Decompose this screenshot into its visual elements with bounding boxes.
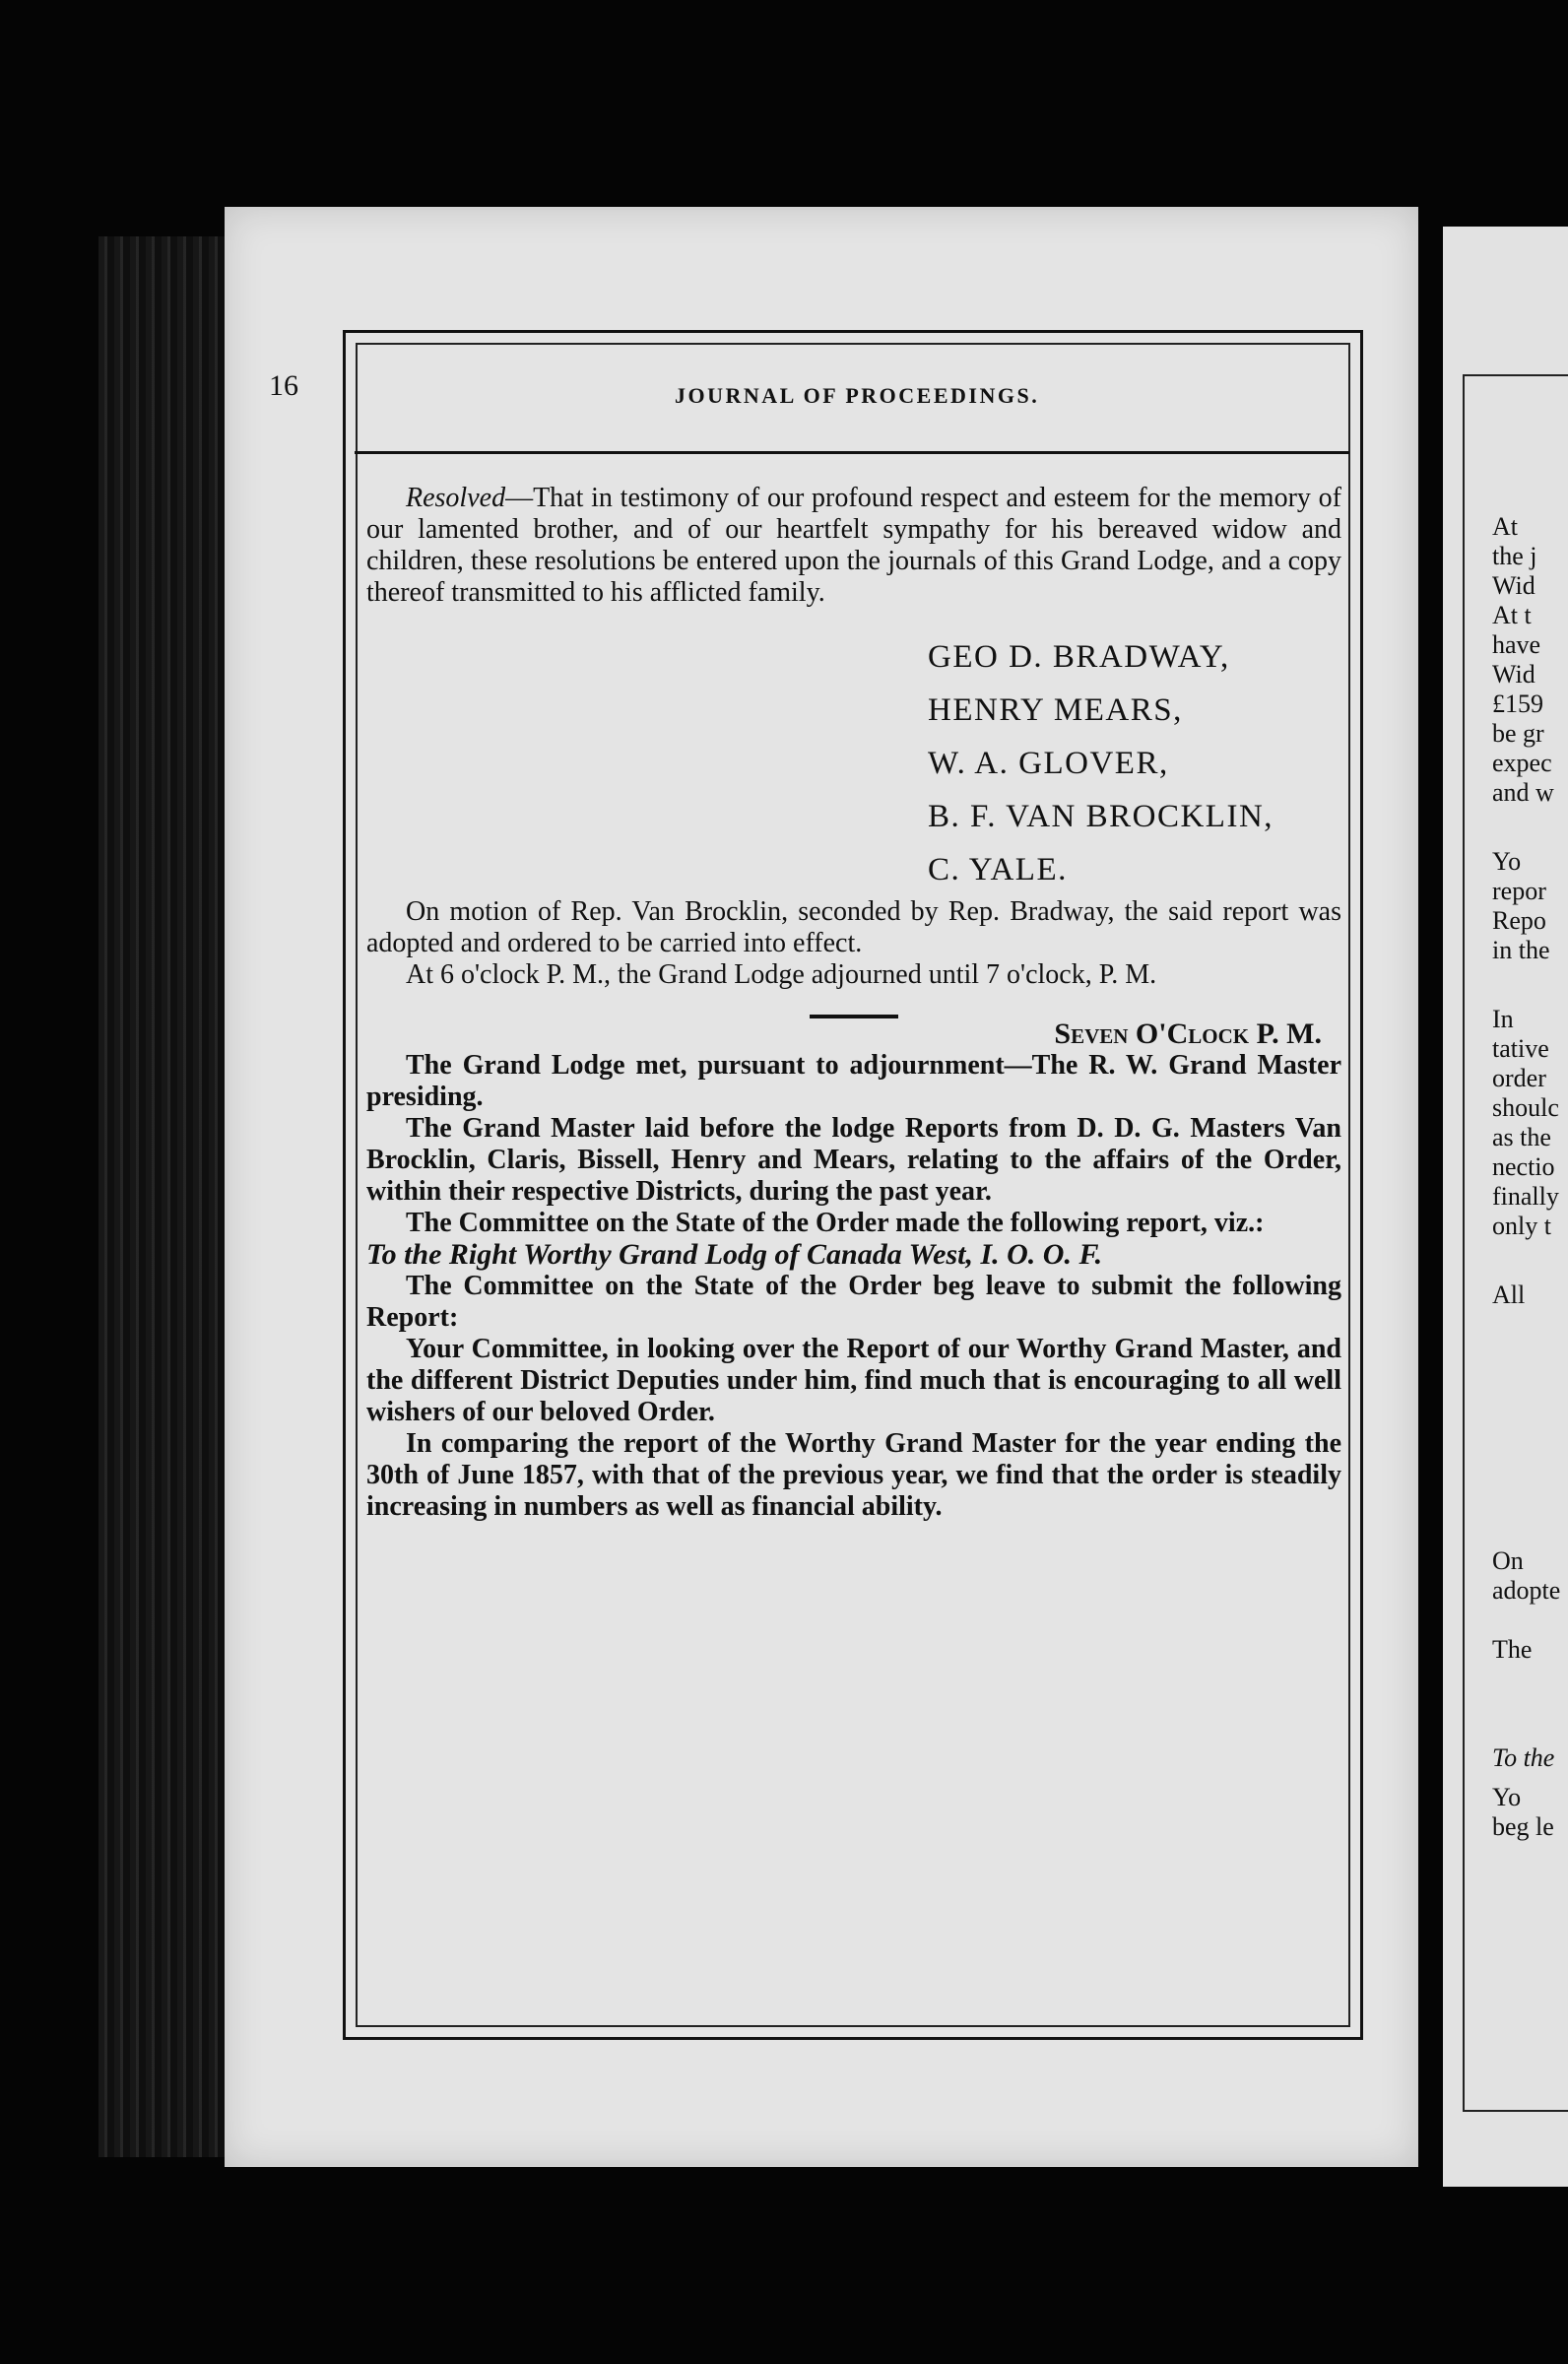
adjourn-paragraph: At 6 o'clock P. M., the Grand Lodge adjourned until 7 o'clock, P. M. <box>406 959 1157 990</box>
fragment: finally <box>1492 1182 1559 1211</box>
fragment: and w <box>1492 778 1554 807</box>
leave-paragraph: The Committee on the State of the Order beg leave to submit the following Report: <box>366 1271 1341 1333</box>
signatory: HENRY MEARS, <box>928 692 1183 728</box>
fragment: All <box>1492 1280 1526 1309</box>
fragment: Yo <box>1492 847 1522 876</box>
met-paragraph: The Grand Lodge met, pursuant to adjournment—The R. W. Grand Master presiding. <box>366 1050 1341 1112</box>
adjacent-page-text <box>1492 512 1568 1842</box>
fragment: At <box>1492 512 1518 541</box>
fragment: On <box>1492 1546 1524 1575</box>
motion-paragraph: On motion of Rep. Van Brocklin, seconded by Rep. Bradway, the said report was adopted and ordered to be carried into effect. <box>366 896 1341 958</box>
looking-paragraph: Your Committee, in looking over the Report of our Worthy Grand Master, and the different District Deputies under him, find much that is encouraging to all well wishers of our beloved Order. <box>366 1334 1341 1427</box>
comparing-paragraph: In comparing the report of the Worthy Grand Master for the year ending the 30th of June 1857, with that of the previous year, we find that the order is steadily increasing in numbers as well as financial ability. <box>366 1428 1341 1522</box>
fragment: Wid <box>1492 660 1535 689</box>
fragment: tative <box>1492 1034 1549 1063</box>
fragment: expec <box>1492 749 1552 777</box>
signatory: W. A. GLOVER, <box>928 746 1169 781</box>
signatory-list <box>928 630 1341 896</box>
committee-paragraph: The Committee on the State of the Order made the following report, viz.: <box>406 1208 1265 1238</box>
fragment: in the <box>1492 936 1550 964</box>
page-body <box>366 483 1341 1523</box>
page-number: 16 <box>269 369 298 402</box>
fragment: order <box>1492 1064 1546 1092</box>
fragment: have <box>1492 630 1541 659</box>
signatory: C. YALE. <box>928 852 1068 887</box>
fragment: adopte <box>1492 1576 1561 1605</box>
adjacent-page <box>1443 227 1568 2187</box>
fragment: as the <box>1492 1123 1551 1151</box>
session-heading: Seven O'Clock P. M. <box>1054 1018 1322 1050</box>
fragment: Repo <box>1492 906 1546 935</box>
fragment: Wid <box>1492 571 1535 600</box>
fragment: shoulc <box>1492 1093 1559 1122</box>
fragment: only t <box>1492 1212 1551 1240</box>
fragment: beg le <box>1492 1812 1554 1841</box>
book-spine-edge <box>98 236 227 2157</box>
fragment: the j <box>1492 542 1537 570</box>
reports-paragraph: The Grand Master laid before the lodge Reports from D. D. G. Masters Van Brocklin, Claris, Bissell, Henry and Mears, relating to the affairs of the Order, within their respective Districts, during the past year. <box>366 1113 1341 1207</box>
fragment: At t <box>1492 601 1532 629</box>
report-addressee: To the Right Worthy Grand Lodg of Canada West, I. O. O. F. <box>366 1238 1103 1271</box>
fragment: £159 <box>1492 690 1543 718</box>
resolution-paragraph <box>366 483 1341 609</box>
resolution-text: —That in testimony of our profound respect and esteem for the memory of our lamented brother, and of our heartfelt sympathy for his bereaved widow and children, these resolutions be entered upon the journals of this Grand Lodge, and a copy thereof transmitted to his afflicted family. <box>366 483 1341 608</box>
running-head: JOURNAL OF PROCEEDINGS. <box>675 383 1040 408</box>
fragment: be gr <box>1492 719 1544 748</box>
fragment: In <box>1492 1005 1514 1033</box>
fragment: nectio <box>1492 1152 1555 1181</box>
fragment: To the <box>1492 1743 1555 1772</box>
fragment: Yo <box>1492 1783 1522 1811</box>
fragment: repor <box>1492 877 1546 905</box>
signatory: GEO D. BRADWAY, <box>928 639 1230 675</box>
fragment: The <box>1492 1635 1533 1664</box>
header-rule <box>355 451 1349 454</box>
signatory: B. F. VAN BROCKLIN, <box>928 799 1274 834</box>
resolution-label: Resolved <box>406 483 506 513</box>
